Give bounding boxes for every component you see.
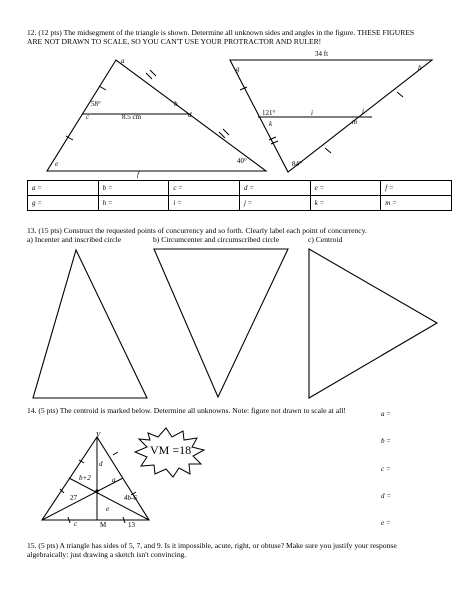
- label-M: M: [100, 521, 107, 529]
- answer-cell-h[interactable]: h =: [98, 196, 169, 211]
- answer-cell-e[interactable]: e =: [310, 181, 381, 196]
- label-c: c: [86, 113, 90, 121]
- q13-line-1: 13. (15 pts) Construct the requested points of concurrency and so forth. Clearly label each point of concurrency.: [27, 226, 367, 235]
- label-13: 13: [128, 521, 135, 529]
- q13-label-c: c) Centroid: [308, 235, 343, 244]
- q13-label-b: b) Circumcenter and circumscribed circle: [153, 235, 280, 244]
- label-angle-121: 121°: [262, 109, 276, 117]
- answer-cell-m[interactable]: m =: [381, 196, 452, 211]
- answer-cell-d[interactable]: d =: [239, 181, 310, 196]
- q15-line-2: algebraically: just drawing a sketch isn't convincing.: [27, 550, 187, 559]
- label-V: V: [96, 431, 101, 439]
- label-b-plus-2: b+2: [79, 474, 91, 482]
- label-b: b: [174, 100, 178, 108]
- q12-right-triangle: [230, 60, 432, 172]
- q13-label-a: a) Incenter and inscribed circle: [27, 235, 122, 244]
- label-k: k: [269, 120, 273, 128]
- q14-answer-e[interactable]: e =: [381, 519, 391, 527]
- answer-cell-g[interactable]: g =: [28, 196, 99, 211]
- label-e: e: [55, 160, 59, 168]
- label-e14: e: [106, 505, 110, 513]
- table-row: [28, 196, 452, 211]
- q12-answer-table: [27, 180, 452, 211]
- q14-answer-d[interactable]: d =: [381, 492, 391, 500]
- q12-line-2: ARE NOT DRAWN TO SCALE, SO YOU CAN'T USE YOUR PROTRACTOR AND RULER!: [27, 37, 322, 46]
- label-angle-58: 58°: [91, 100, 101, 108]
- q15-line-1: 15. (5 pts) A triangle has sides of 5, 7, and 9. Is it impossible, acute, right, or obtuse? Make sure you justify your response: [27, 541, 397, 550]
- label-angle-84: 84°: [292, 160, 302, 168]
- answer-cell-k[interactable]: k =: [310, 196, 381, 211]
- label-27: 27: [70, 494, 77, 502]
- label-4b-minus-6: 4b-6: [124, 494, 137, 502]
- label-a: a: [121, 57, 125, 65]
- label-34ft: 34 ft: [315, 50, 329, 58]
- q14-answer-a[interactable]: a =: [381, 410, 391, 418]
- answer-cell-i[interactable]: i =: [169, 196, 240, 211]
- q14-triangle: [42, 437, 149, 523]
- answer-cell-f[interactable]: f =: [381, 181, 452, 196]
- label-i: i: [311, 109, 313, 117]
- q13-triangle-b: [154, 249, 288, 397]
- label-m: m: [352, 118, 358, 126]
- label-f: f: [137, 171, 139, 179]
- answer-cell-j[interactable]: j =: [239, 196, 310, 211]
- label-angle-40: 40°: [237, 157, 247, 165]
- table-row: [28, 181, 452, 196]
- answer-cell-b[interactable]: b =: [98, 181, 169, 196]
- label-d14: d: [99, 460, 103, 468]
- q14-burst-text: VM =18: [150, 443, 192, 457]
- label-j: j: [362, 107, 364, 115]
- label-g: g: [236, 65, 240, 73]
- q14-answer-b[interactable]: b =: [381, 437, 391, 445]
- q12-line-1: 12. (12 pts) The midsegment of the triangle is shown. Determine all unknown sides and angles in the figure. THESE FIGURES: [27, 28, 415, 37]
- label-c14: c: [74, 520, 78, 528]
- answer-cell-a[interactable]: a =: [28, 181, 99, 196]
- q12-left-triangle: [47, 60, 266, 171]
- q13-triangle-a: [33, 250, 147, 398]
- label-h: h: [418, 64, 422, 72]
- label-a14: a: [112, 476, 116, 484]
- label-d: d: [188, 111, 192, 119]
- q14-answer-c[interactable]: c =: [381, 465, 391, 473]
- label-length: 8.5 cm: [122, 113, 142, 121]
- answer-cell-c[interactable]: c =: [169, 181, 240, 196]
- q14-line-1: 14. (5 pts) The centroid is marked below. Determine all unknowns. Note: figure not drawn to scale at all!: [27, 406, 346, 415]
- q13-triangle-c: [309, 249, 437, 398]
